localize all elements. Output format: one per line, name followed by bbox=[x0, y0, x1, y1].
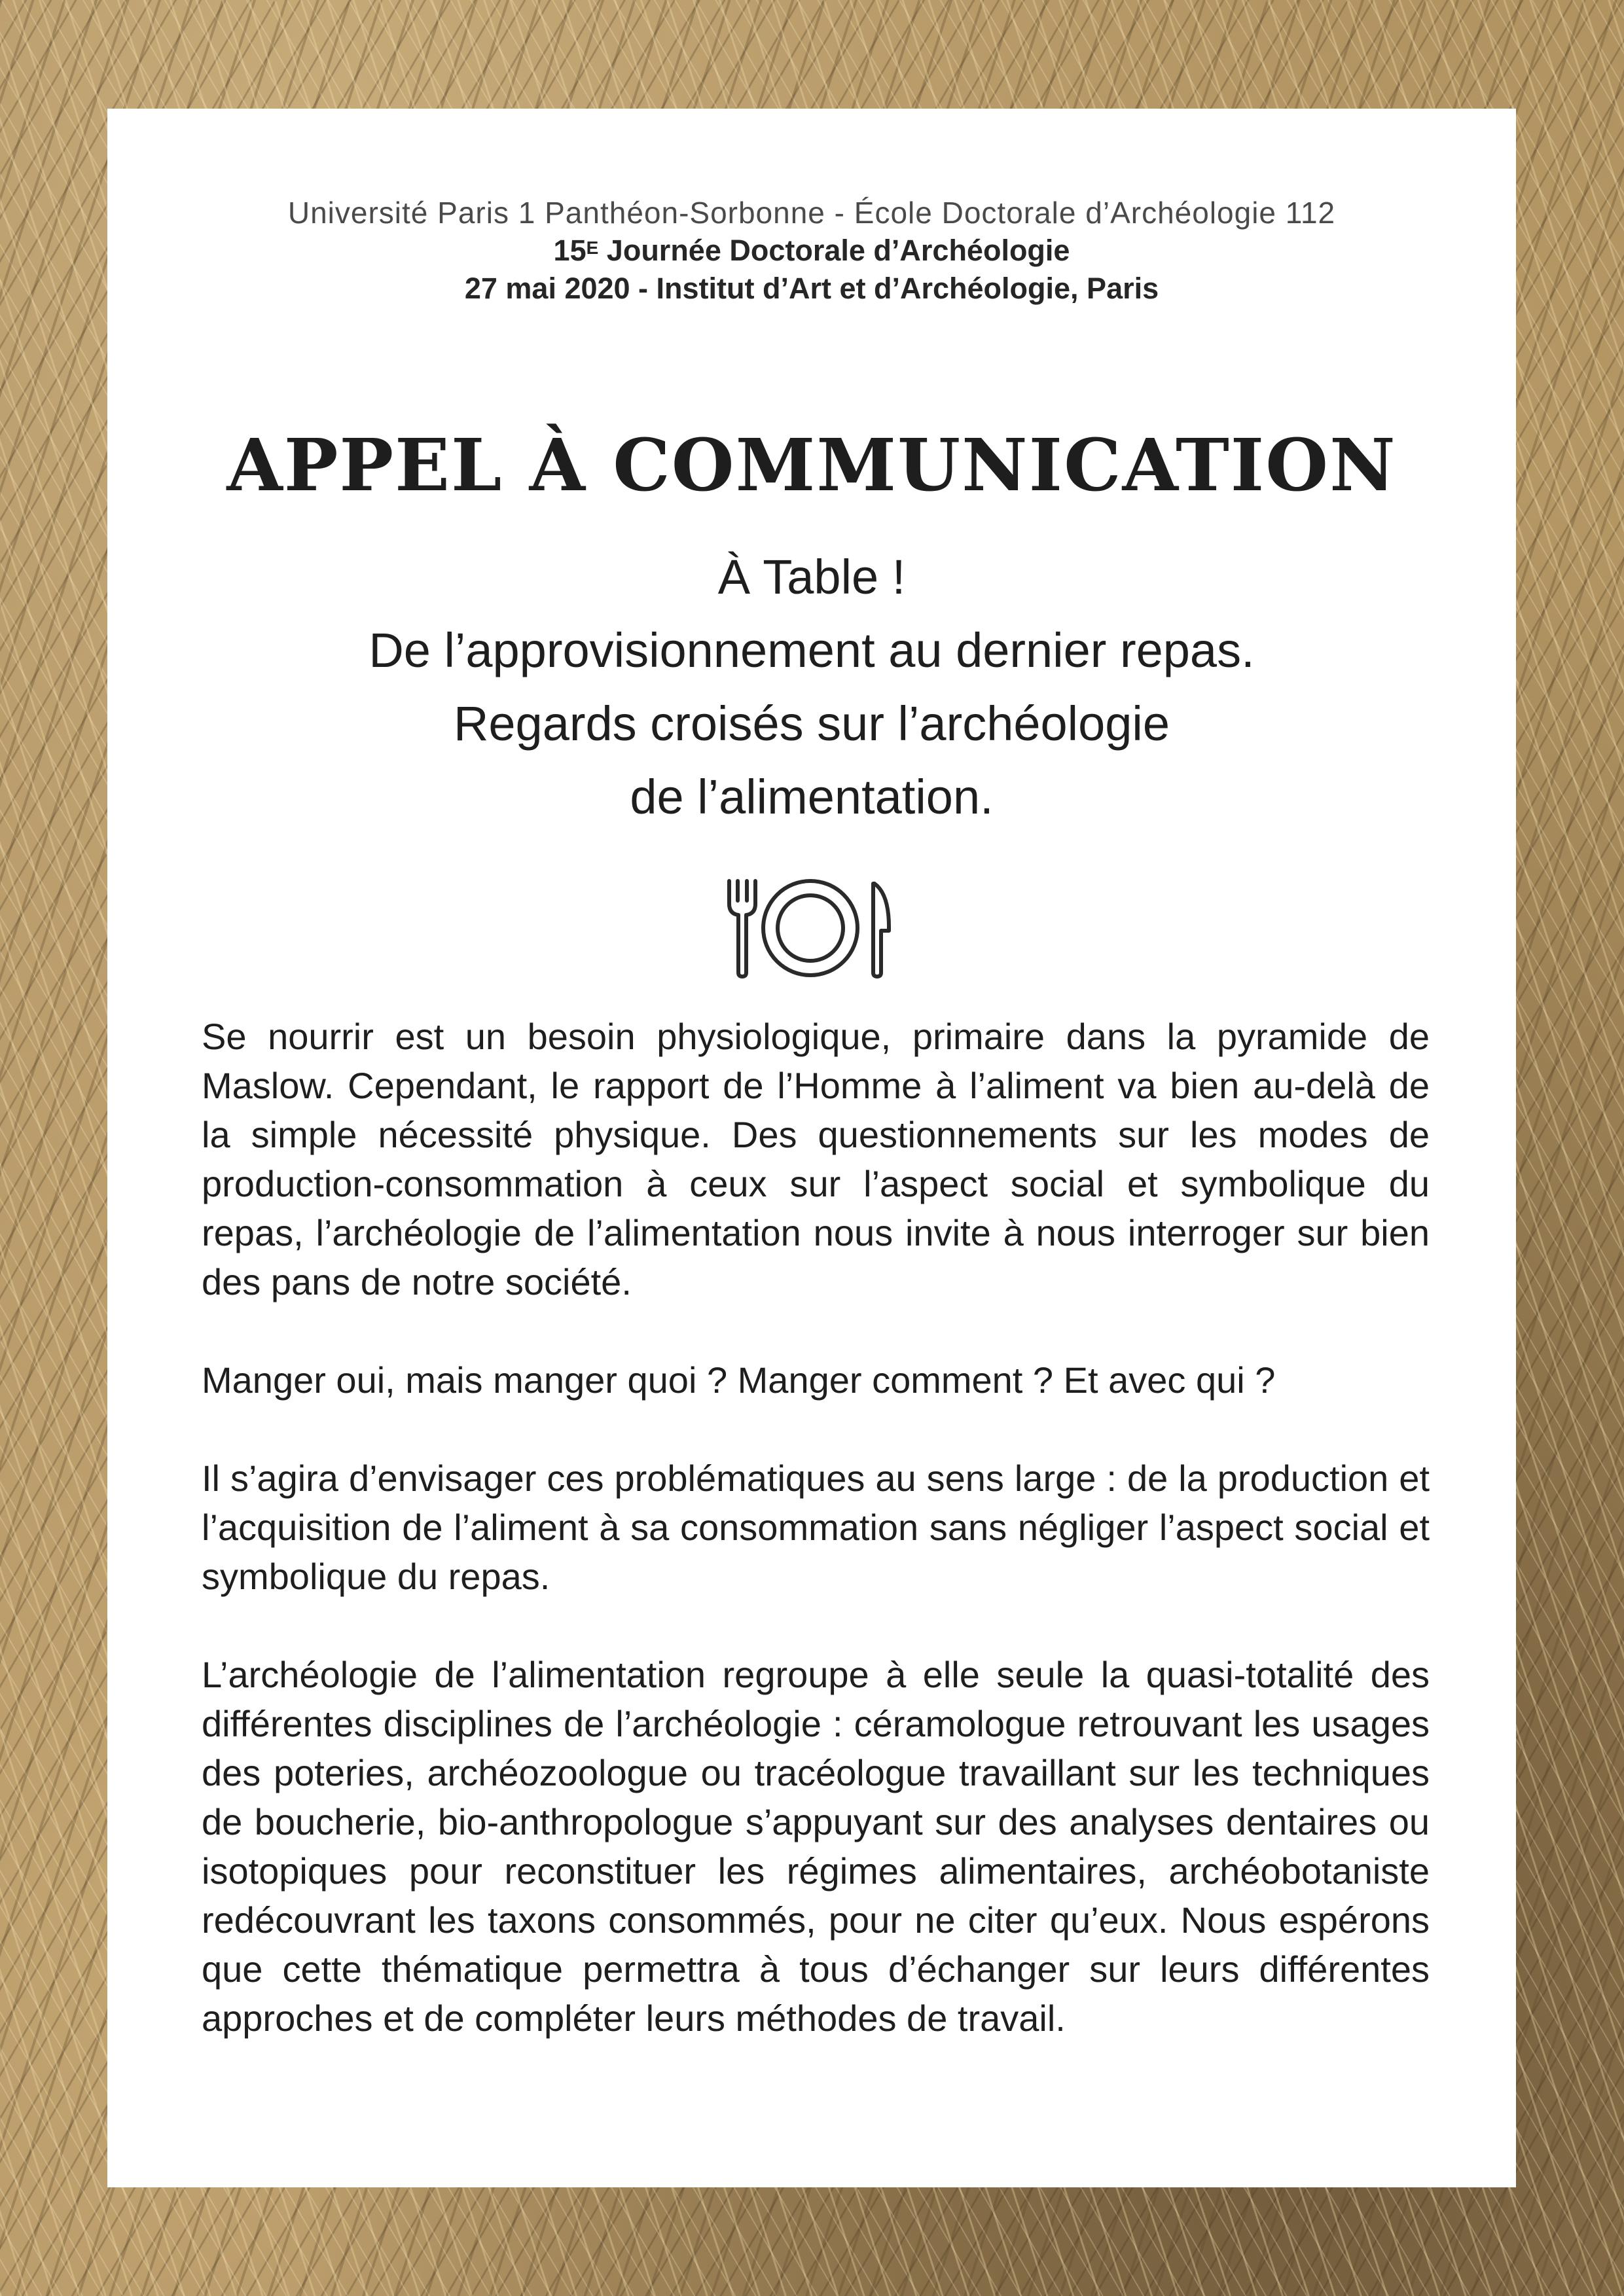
subtitle-line-1: À Table ! bbox=[717, 550, 906, 604]
paragraph-1: Se nourrir est un besoin physiologique, primaire dans la pyramide de Maslow. Cependant, le rapport de l’Homme à l’aliment va bien au-delà de la simple nécessité physique. Des questionnements sur les modes de production-consommation à ceux sur l’aspect social et symbolique du repas, l’archéologie de l’alimentation nous invite à nous interroger sur bien des pans de notre société. bbox=[202, 1016, 1430, 1302]
institution-line: Université Paris 1 Panthéon-Sorbonne - École Doctorale d’Archéologie 112 bbox=[287, 196, 1336, 230]
event-name-line bbox=[107, 232, 1516, 270]
paragraph-3: Il s’agira d’envisager ces problématiques au sens large : de la production et l’acquisition de l’aliment à sa consommation sans négliger l’aspect social et symbolique du repas. bbox=[202, 1458, 1430, 1597]
subtitle-line-3: Regards croisés sur l’archéologie bbox=[453, 696, 1170, 751]
header bbox=[107, 194, 1516, 308]
subtitle-line-4: de l’alimentation. bbox=[630, 770, 994, 824]
body-text bbox=[202, 1012, 1430, 2092]
event-ordinal-suffix: E bbox=[586, 238, 599, 258]
paragraph-2: Manger oui, mais manger quoi ? Manger comment ? Et avec qui ? bbox=[202, 1359, 1276, 1401]
document-panel bbox=[107, 109, 1516, 2187]
page-title: APPEL À COMMUNICATION bbox=[226, 423, 1397, 507]
paragraph-4: L’archéologie de l’alimentation regroupe à elle seule la quasi-totalité des différentes disciplines de l’archéologie : céramologue retrouvant les usages des poteries, archéozoologue ou tracéologue travaillant sur les techniques de boucherie, bio-anthropologue s’appuyant sur des analyses dentaires ou isotopiques pour reconstituer les régimes alimentaires, archéobotaniste redécouvrant les taxons consommés, pour ne citer qu’eux. Nous espérons que cette thématique permettra à tous d’échanger sur leurs différentes approches et de compléter leurs méthodes de travail. bbox=[202, 1654, 1430, 2039]
fork-plate-knife-icon bbox=[720, 868, 903, 986]
date-location-line: 27 mai 2020 - Institut d’Art et d’Archéologie, Paris bbox=[464, 272, 1159, 305]
subtitle bbox=[107, 541, 1516, 834]
event-ordinal-number: 15 bbox=[553, 234, 586, 267]
event-name: Journée Doctorale d’Archéologie bbox=[598, 234, 1070, 267]
subtitle-line-2: De l’approvisionnement au dernier repas. bbox=[369, 623, 1255, 677]
